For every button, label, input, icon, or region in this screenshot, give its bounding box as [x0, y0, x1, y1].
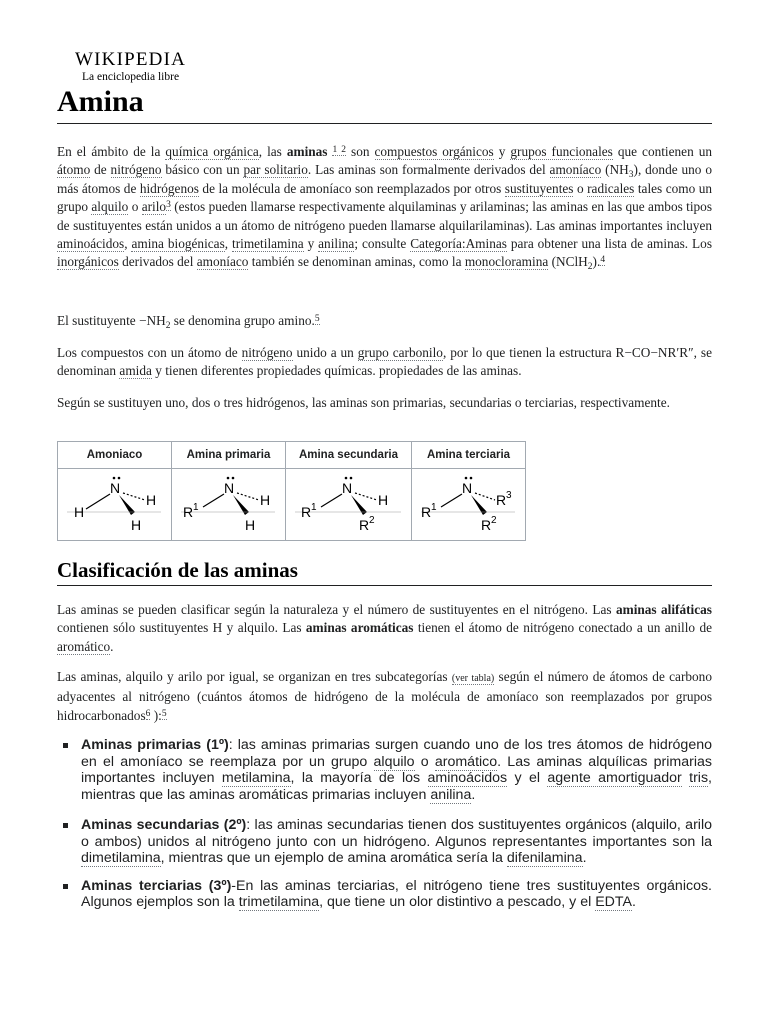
link-amida[interactable]: amida — [119, 363, 152, 379]
link-nitrogeno-2[interactable]: nitrógeno — [241, 345, 293, 360]
link-dimetilamina[interactable]: dimetilamina — [81, 850, 161, 866]
link-metilamina[interactable]: metilamina — [221, 770, 291, 786]
svg-text:3: 3 — [505, 490, 512, 501]
list-item-secundarias: Aminas secundarias (2º): las aminas secundarias tienen dos sustituyentes orgánicos (alquilo, arilo o ambos) unidos al nitrógeno junto con un hidrógeno. Algunos representantes importantes son la dimetilamina, mientras que un ejemplo de amina aromática sería la difenilamina. — [57, 817, 712, 867]
svg-text:2: 2 — [490, 515, 497, 526]
amine-types-table — [57, 441, 526, 541]
link-hidrogenos[interactable]: hidrógenos — [139, 180, 199, 196]
header-amina-secundaria: Amina secundaria — [286, 442, 412, 469]
logo-wordmark: WIKIPEDIA — [75, 49, 187, 70]
link-amina-biogenicas[interactable]: amina biogénicas — [131, 236, 225, 252]
link-par-solitario[interactable]: par solitario — [243, 162, 308, 178]
svg-text:1: 1 — [192, 502, 199, 513]
svg-text:R: R — [420, 504, 431, 520]
svg-text:1: 1 — [310, 502, 317, 513]
bullet-icon — [63, 743, 68, 748]
link-edta[interactable]: EDTA — [595, 894, 632, 910]
svg-text:N: N — [223, 480, 234, 496]
link-trimetilamina-2[interactable]: trimetilamina — [238, 894, 320, 910]
section-heading-clasificacion: Clasificación de las aminas — [57, 557, 712, 586]
amide-paragraph: Los compuestos con un átomo de nitrógeno unido a un grupo carbonilo, por lo que tienen la estructura R−CO−NR′R″, se denominan amida y tienen diferentes propiedades químicas. propiedades de las aminas. — [57, 345, 712, 379]
link-tris[interactable]: tris — [689, 770, 709, 786]
link-nitrogeno[interactable]: nitrógeno — [110, 162, 162, 178]
ref-3[interactable]: 3 — [166, 200, 171, 211]
wikipedia-logo[interactable] — [75, 50, 186, 84]
svg-text:R: R — [480, 517, 491, 533]
list-item-primarias: Aminas primarias (1º): las aminas primarias surgen cuando uno de los tres átomos de hidrógeno en el amoníaco se reemplaza por un grupo alquilo o aromático. Las aminas alquílicas primarias importantes incluyen metilamina, la mayoría de los aminoácidos y el agente amortiguador tris, mientras que las aminas aromáticas primarias incluyen anilina. — [57, 737, 712, 803]
header-amoniaco: Amoniaco — [58, 442, 172, 469]
substitution-paragraph: Según se sustituyen uno, dos o tres hidrógenos, las aminas son primarias, secundarias o terciarias, respectivamente. — [57, 395, 670, 410]
svg-text:1: 1 — [430, 502, 437, 513]
link-difenilamina[interactable]: difenilamina — [506, 850, 583, 866]
link-sustituyentes[interactable]: sustituyentes — [504, 180, 574, 196]
link-alquilo[interactable]: alquilo — [91, 199, 129, 215]
link-amoniaco-2[interactable]: amoníaco — [196, 254, 249, 270]
svg-text:R: R — [182, 504, 193, 520]
amoniaco-structure-image — [61, 469, 169, 535]
ref-6[interactable]: 6 — [145, 708, 151, 719]
link-aromatico-2[interactable]: aromático — [434, 753, 498, 770]
link-anilina[interactable]: anilina — [318, 236, 355, 252]
svg-text:H: H — [145, 492, 156, 508]
page-title: Amina — [57, 84, 712, 124]
bullet-icon — [63, 823, 68, 828]
bold-aminas-alifaticas: aminas alifáticas — [615, 602, 712, 617]
link-grupo-carbonilo[interactable]: grupo carbonilo — [357, 345, 443, 360]
list-item-terciarias: Aminas terciarias (3º)-En las aminas terciarias, el nitrógeno tiene tres sustituyentes orgánicos. Algunos ejemplos son la trimetilamina, que tiene un olor distintivo a pescado, y el EDTA. — [57, 878, 712, 911]
cell-amina-terciaria-structure — [412, 469, 526, 541]
subcategories-paragraph: Las aminas, alquilo y arilo por igual, se organizan en tres subcategorías (ver tabla) según el número de átomos de carbono adyacentes al nitrógeno (cuántos átomos de hidrógeno de la molécula de amoníaco son reemplazados por grupos hidrocarbonados$^6$ ):$^5$ — [57, 669, 712, 723]
svg-text:N: N — [341, 480, 352, 496]
svg-text:N: N — [109, 480, 120, 496]
link-trimetilamina[interactable]: trimetilamina — [232, 236, 304, 252]
link-aminoacidos-2[interactable]: aminoácidos — [427, 770, 508, 786]
link-agente-amortiguador[interactable]: agente amortiguador — [547, 770, 682, 786]
link-amoniaco[interactable]: amoníaco — [549, 162, 602, 178]
logo-tagline: La enciclopedia libre — [82, 71, 180, 83]
link-atomo[interactable]: átomo — [57, 162, 91, 178]
link-monocloramina[interactable]: monocloramina — [464, 254, 549, 270]
svg-text:H: H — [244, 517, 255, 533]
link-aromatico[interactable]: aromático — [57, 638, 111, 654]
svg-text:H: H — [377, 492, 388, 508]
header-amina-primaria: Amina primaria — [172, 442, 286, 469]
link-quimica-organica[interactable]: química orgánica — [165, 144, 259, 159]
link-categoria-aminas[interactable]: Categoría:Aminas — [410, 236, 507, 252]
cell-amoniaco-structure — [58, 469, 172, 541]
ref-5[interactable]: 5 — [314, 314, 320, 324]
link-alquilo-2[interactable]: alquilo — [373, 753, 415, 770]
link-ver-tabla[interactable]: (ver tabla) — [451, 673, 495, 684]
classification-paragraph: Las aminas se pueden clasificar según la naturaleza y el número de sustituyentes en el nitrógeno. Las aminas alifáticas contienen sólo sustituyentes H y alquilo. Las aminas aromáticas tienen el átomo de nitrógeno conectado a un anillo de aromático. — [57, 602, 712, 654]
bullet-icon — [63, 884, 68, 889]
svg-text:H: H — [73, 504, 84, 520]
intro-paragraph: En el ámbito de la química orgánica, las aminas $^{1 2}$ son compuestos orgánicos y grupos funcionales que contienen un átomo de nitrógeno básico con un par solitario. Las aminas son formalmente derivados del amoníaco $(NH_3)$, donde uno o más átomos de hidrógenos de la molécula de amoníaco son reemplazados por otros sustituyentes o radicales tales como un grupo alquilo o arilo$^3$ (estos pueden llamarse respectivamente alquilaminas y arilaminas; las aminas en las que ambos tipos de sustituyentes están unidos a un átomo de nitrógeno pueden llamarse alquilarilaminas). Las aminas importantes incluyen aminoácidos, amina biogénicas, trimetilamina y anilina; consulte Categoría:Aminas para obtener una lista de aminas. Los inorgánicos derivados del amoníaco también se denominan aminas, como la monocloramina (NClH$_2$).$^4$ — [57, 144, 713, 273]
svg-text:2: 2 — [368, 515, 375, 526]
cell-amina-primaria-structure — [172, 469, 286, 541]
link-compuestos-organicos[interactable]: compuestos orgánicos — [374, 144, 494, 159]
svg-text:R: R — [358, 517, 369, 533]
link-arilo[interactable]: arilo — [141, 199, 167, 215]
amina-secundaria-structure-image — [289, 469, 409, 535]
amine-classes-list — [57, 737, 712, 925]
svg-text:N: N — [461, 480, 472, 496]
amino-group-paragraph: El sustituyente $-NH_2$ se denomina grupo amino.$^5$ — [57, 313, 320, 331]
svg-text:R: R — [300, 504, 311, 520]
link-aminoacidos[interactable]: aminoácidos — [57, 236, 125, 252]
link-inorganicos[interactable]: inorgánicos — [57, 254, 119, 270]
link-anilina-2[interactable]: anilina — [430, 786, 472, 803]
amina-primaria-structure-image — [175, 469, 283, 535]
bold-aminas: aminas — [286, 144, 328, 159]
svg-text:R: R — [495, 492, 506, 508]
amina-terciaria-structure-image — [415, 469, 523, 535]
link-grupos-funcionales[interactable]: grupos funcionales — [510, 144, 613, 159]
bold-aminas-aromaticas: aminas aromáticas — [305, 620, 414, 636]
header-amina-terciaria: Amina terciaria — [412, 442, 526, 469]
ref-4[interactable]: 4 — [600, 255, 606, 266]
link-radicales[interactable]: radicales — [587, 180, 635, 196]
cell-amina-secundaria-structure — [286, 469, 412, 541]
svg-text:H: H — [130, 517, 141, 533]
svg-text:H: H — [259, 492, 270, 508]
ref-1-2[interactable]: 1 2 — [332, 145, 347, 155]
ref-5-b[interactable]: 5 — [161, 708, 167, 719]
